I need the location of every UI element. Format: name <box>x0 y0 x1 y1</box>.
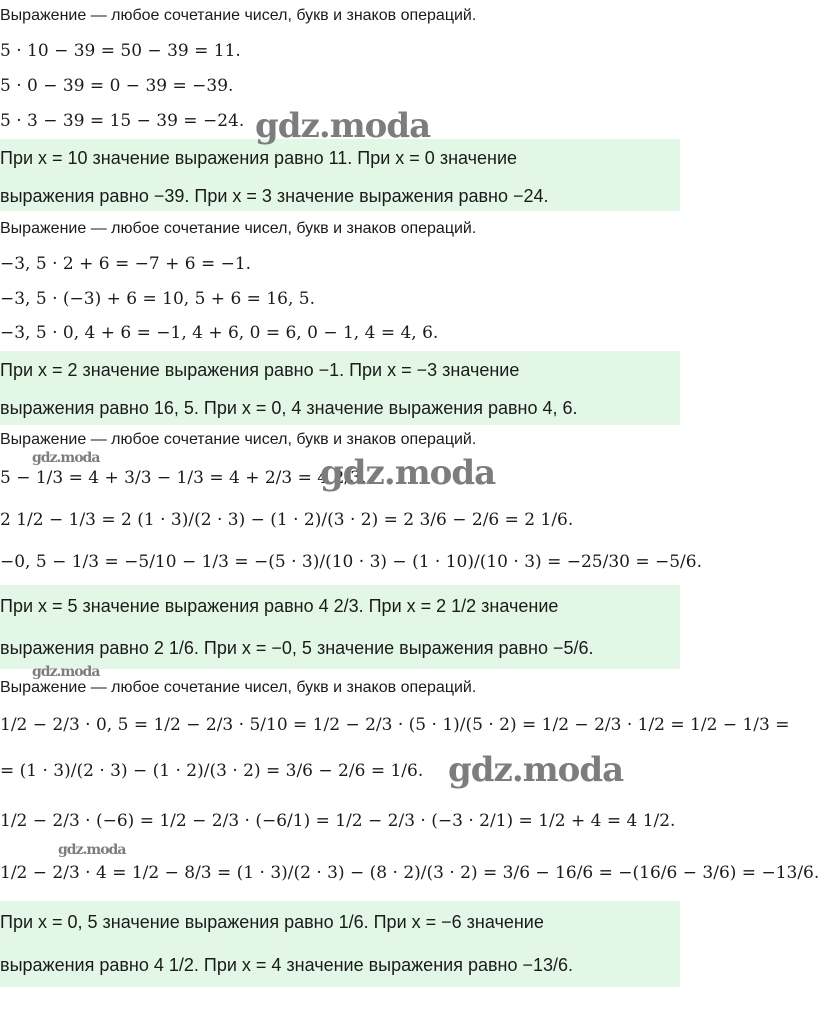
answer-line: При x = 0, 5 значение выражения равно 1/6. При x = −6 значение <box>0 912 544 932</box>
answer-band <box>0 139 680 211</box>
equation-line: 1/2 − 2/3 · 4 = 1/2 − 8/3 = (1 · 3)/(2 · 3) − (8 · 2)/(3 · 2) = 3/6 − 16/6 = −(16/6 − 3/6) = −13/6. <box>0 863 819 883</box>
equation-line: 1/2 − 2/3 · 0, 5 = 1/2 − 2/3 · 5/10 = 1/2 − 2/3 · (5 · 1)/(5 · 2) = 1/2 − 2/3 · 1/2 = 1/2 − 1/3 = <box>0 715 790 735</box>
equation-line: 5 · 10 − 39 = 50 − 39 = 11. <box>0 41 241 61</box>
definition-text: Выражение — любое сочетание чисел, букв и знаков операций. <box>0 679 477 696</box>
answer-line: При x = 10 значение выражения равно 11. При x = 0 значение <box>0 148 518 168</box>
watermark-logo-small: gdz.moda <box>32 450 100 466</box>
watermark-logo: gdz.moda <box>448 750 624 790</box>
definition-text: Выражение — любое сочетание чисел, букв и знаков операций. <box>0 220 477 237</box>
answer-line: выражения равно 2 1/6. При x = −0, 5 значение выражения равно −5/6. <box>0 638 594 658</box>
answer-band <box>0 901 680 987</box>
equation-line: 5 · 3 − 39 = 15 − 39 = −24. <box>0 111 245 131</box>
equation-line: 5 · 0 − 39 = 0 − 39 = −39. <box>0 76 234 96</box>
equation-line: −3, 5 · 0, 4 + 6 = −1, 4 + 6, 0 = 6, 0 − 1, 4 = 4, 6. <box>0 323 439 343</box>
watermark-logo: gdz.moda <box>255 106 431 146</box>
answer-line: При x = 5 значение выражения равно 4 2/3. При x = 2 1/2 значение <box>0 596 559 616</box>
equation-line: = (1 · 3)/(2 · 3) − (1 · 2)/(3 · 2) = 3/6 − 2/6 = 1/6. <box>0 761 424 781</box>
answer-band <box>0 585 680 669</box>
equation-line: 1/2 − 2/3 · (−6) = 1/2 − 2/3 · (−6/1) = 1/2 − 2/3 · (−3 · 2/1) = 1/2 + 4 = 4 1/2. <box>0 811 676 831</box>
answer-band <box>0 351 680 425</box>
watermark-logo: gdz.moda <box>320 453 496 493</box>
answer-line: При x = 2 значение выражения равно −1. При x = −3 значение <box>0 360 520 380</box>
equation-line: −3, 5 · 2 + 6 = −7 + 6 = −1. <box>0 254 252 274</box>
answer-line: выражения равно 4 1/2. При x = 4 значение выражения равно −13/6. <box>0 955 574 975</box>
answer-line: выражения равно 16, 5. При x = 0, 4 значение выражения равно 4, 6. <box>0 398 578 418</box>
equation-line: −0, 5 − 1/3 = −5/10 − 1/3 = −(5 · 3)/(10 · 3) − (1 · 10)/(10 · 3) = −25/30 = −5/6. <box>0 552 703 572</box>
definition-text: Выражение — любое сочетание чисел, букв и знаков операций. <box>0 7 477 24</box>
equation-line: −3, 5 · (−3) + 6 = 10, 5 + 6 = 16, 5. <box>0 289 315 309</box>
watermark-logo-small: gdz.moda <box>58 842 126 858</box>
watermark-logo-small: gdz.moda <box>32 664 100 680</box>
equation-line: 5 − 1/3 = 4 + 3/3 − 1/3 = 4 + 2/3 = 4 2/3. <box>0 468 367 488</box>
equation-line: 2 1/2 − 1/3 = 2 (1 · 3)/(2 · 3) − (1 · 2)/(3 · 2) = 2 3/6 − 2/6 = 2 1/6. <box>0 510 574 530</box>
answer-line: выражения равно −39. При x = 3 значение выражения равно −24. <box>0 186 549 206</box>
definition-text: Выражение — любое сочетание чисел, букв и знаков операций. <box>0 431 477 448</box>
